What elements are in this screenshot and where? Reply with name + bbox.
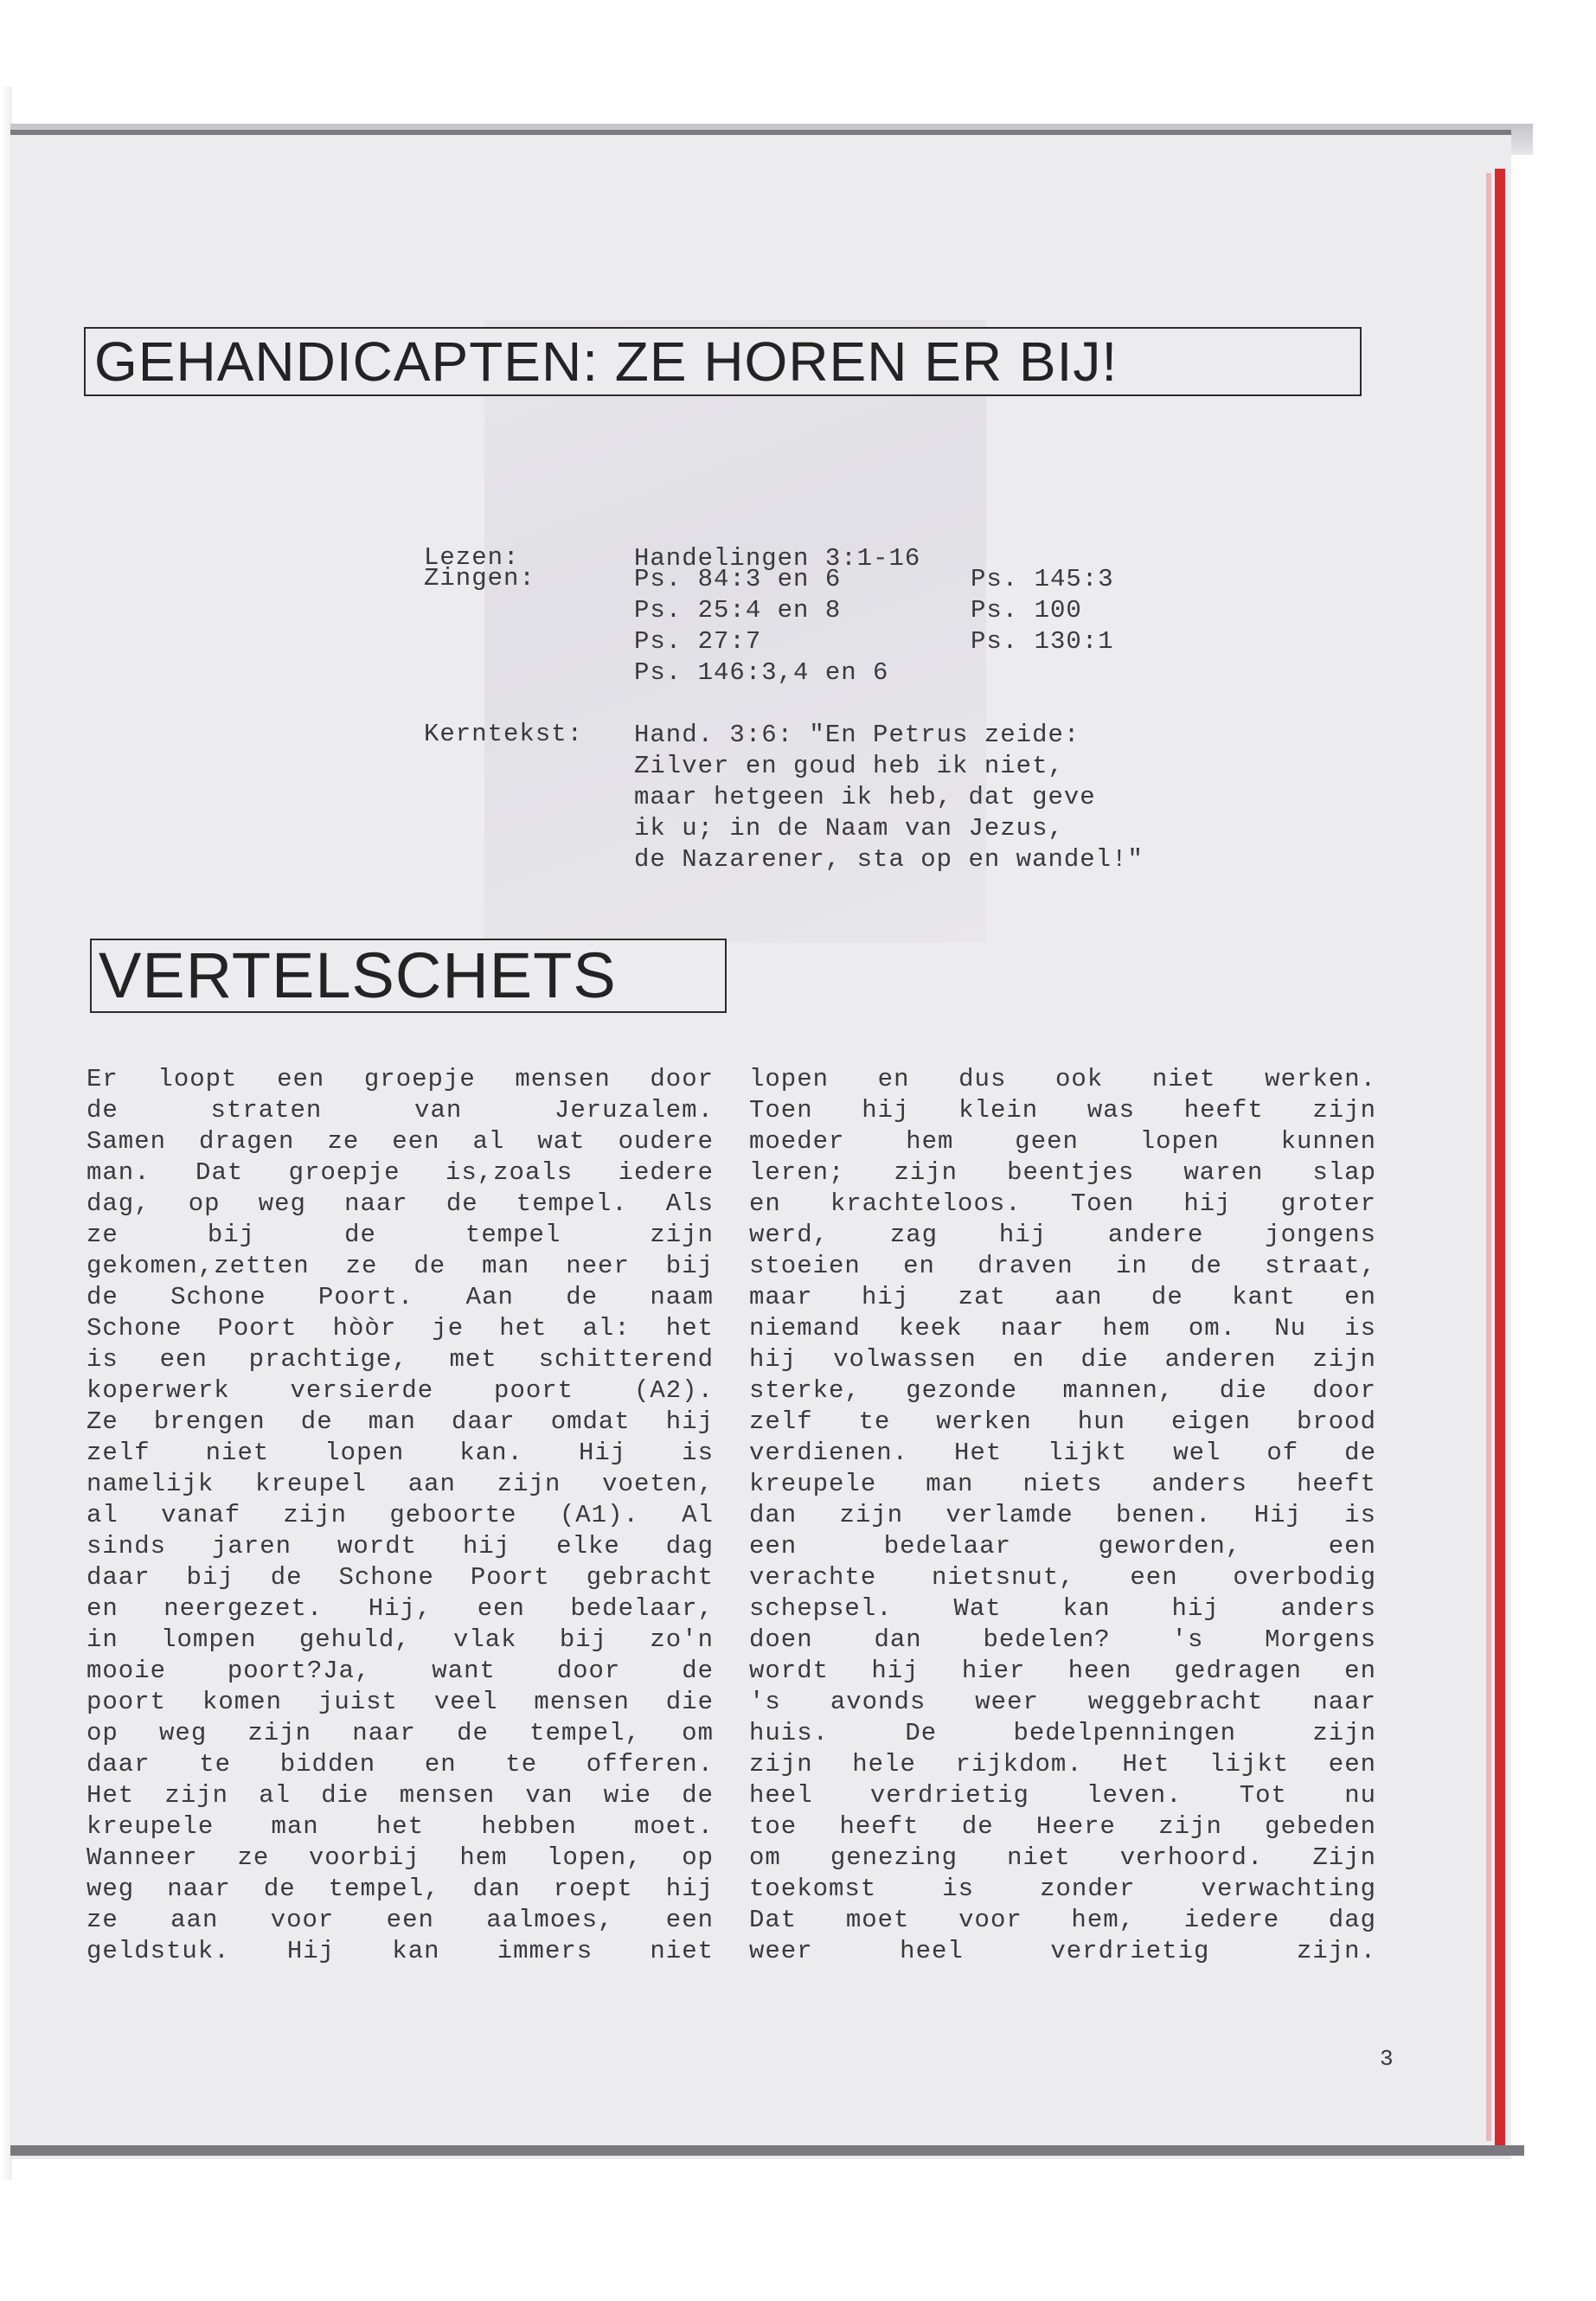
story-line: ze bij de tempel zijn <box>87 1221 714 1249</box>
red-binding-edge <box>1495 169 1505 2145</box>
kerntekst-line: de Nazarener, sta op en wandel!" <box>634 845 1144 874</box>
story-line: al vanaf zijn geboorte (A1). Al <box>87 1501 714 1529</box>
zingen-label: Zingen: <box>424 564 535 593</box>
story-line: Ze brengen de man daar omdat hij <box>87 1407 714 1436</box>
story-line: toekomst is zonder verwachting <box>749 1875 1376 1903</box>
page-title: GEHANDICAPTEN: ZE HOREN ER BIJ! <box>84 327 1362 396</box>
story-line: huis. De bedelpenningen zijn <box>749 1719 1376 1747</box>
story-line: de straten van Jeruzalem. <box>87 1096 714 1125</box>
story-line: Dat moet voor hem, iedere dag <box>749 1906 1376 1934</box>
story-line: poort komen juist veel mensen die <box>87 1688 714 1716</box>
story-line: de Schone Poort. Aan de naam <box>87 1283 714 1311</box>
story-line: op weg zijn naar de tempel, om <box>87 1719 714 1747</box>
story-line: verdienen. Het lijkt wel of de <box>749 1439 1376 1467</box>
story-line: zelf niet lopen kan. Hij is <box>87 1439 714 1467</box>
psalm-item: Ps. 145:3 <box>971 565 1114 593</box>
story-line: dan zijn verlamde benen. Hij is <box>749 1501 1376 1529</box>
story-line: om genezing niet verhoord. Zijn <box>749 1843 1376 1872</box>
story-line: doen dan bedelen? 's Morgens <box>749 1625 1376 1654</box>
story-line: moeder hem geen lopen kunnen <box>749 1127 1376 1156</box>
story-line: verachte nietsnut, een overbodig <box>749 1563 1376 1592</box>
kerntekst-quote <box>634 720 1144 875</box>
story-line: stoeien en draven in de straat, <box>749 1252 1376 1280</box>
story-line: wordt hij hier heen gedragen en <box>749 1657 1376 1685</box>
story-column-right <box>749 1064 1376 1967</box>
kerntekst-label: Kerntekst: <box>424 720 584 748</box>
psalm-item: Ps. 84:3 en 6 <box>634 565 842 593</box>
story-line: leren; zijn beentjes waren slap <box>749 1158 1376 1187</box>
story-line: mooie poort?Ja, want door de <box>87 1657 714 1685</box>
story-line: sterke, gezonde mannen, die door <box>749 1376 1376 1405</box>
story-line: werd, zag hij andere jongens <box>749 1221 1376 1249</box>
psalm-item: Ps. 130:1 <box>971 627 1114 656</box>
story-line: koperwerk versierde poort (A2). <box>87 1376 714 1405</box>
story-line: en krachteloos. Toen hij groter <box>749 1189 1376 1218</box>
kerntekst-line: ik u; in de Naam van Jezus, <box>634 814 1064 843</box>
story-line: Wanneer ze voorbij hem lopen, op <box>87 1843 714 1872</box>
kerntekst-line: Hand. 3:6: "En Petrus zeide: <box>634 721 1080 749</box>
story-line: 's avonds weer weggebracht naar <box>749 1688 1376 1716</box>
lezen-label: Lezen: <box>424 543 520 572</box>
story-line: daar bij de Schone Poort gebracht <box>87 1563 714 1592</box>
story-line: dag, op weg naar de tempel. Als <box>87 1189 714 1218</box>
psalm-item: Ps. 27:7 <box>634 627 762 656</box>
story-line: man. Dat groepje is,zoals iedere <box>87 1158 714 1187</box>
story-line: ze aan voor een aalmoes, een <box>87 1906 714 1934</box>
story-line: schepsel. Wat kan hij anders <box>749 1594 1376 1623</box>
page-number: 3 <box>1380 2046 1394 2072</box>
story-line: Er loopt een groepje mensen door <box>87 1065 714 1093</box>
story-line: Samen dragen ze een al wat oudere <box>87 1127 714 1156</box>
story-line: kreupele man niets anders heeft <box>749 1470 1376 1498</box>
story-line: heel verdrietig leven. Tot nu <box>749 1781 1376 1810</box>
story-line: in lompen gehuld, vlak bij zo'n <box>87 1625 714 1654</box>
story-line: namelijk kreupel aan zijn voeten, <box>87 1470 714 1498</box>
story-line: kreupele man het hebben moet. <box>87 1812 714 1841</box>
story-line: gekomen,zetten ze de man neer bij <box>87 1252 714 1280</box>
story-line: daar te bidden en te offeren. <box>87 1750 714 1779</box>
story-line: niemand keek naar hem om. Nu is <box>749 1314 1376 1343</box>
story-line: toe heeft de Heere zijn gebeden <box>749 1812 1376 1841</box>
kerntekst-line: maar hetgeen ik heb, dat geve <box>634 783 1096 811</box>
psalm-item: Ps. 146:3,4 en 6 <box>634 658 889 687</box>
bottom-page-edge <box>10 2145 1524 2156</box>
story-line: Toen hij klein was heeft zijn <box>749 1096 1376 1125</box>
story-line: geldstuk. Hij kan immers niet <box>87 1937 714 1965</box>
story-line: zelf te werken hun eigen brood <box>749 1407 1376 1436</box>
story-line: weer heel verdrietig zijn. <box>749 1937 1376 1965</box>
story-line: sinds jaren wordt hij elke dag <box>87 1532 714 1561</box>
zingen-list-right <box>971 564 1114 657</box>
psalm-item: Ps. 100 <box>971 596 1082 625</box>
story-line: is een prachtige, met schitterend <box>87 1345 714 1374</box>
story-line: Het zijn al die mensen van wie de <box>87 1781 714 1810</box>
story-line: maar hij zat aan de kant en <box>749 1283 1376 1311</box>
story-line: zijn hele rijkdom. Het lijkt een <box>749 1750 1376 1779</box>
story-line: weg naar de tempel, dan roept hij <box>87 1875 714 1903</box>
red-edge-highlight <box>1486 173 1491 2141</box>
kerntekst-line: Zilver en goud heb ik niet, <box>634 752 1064 780</box>
story-line: hij volwassen en die anderen zijn <box>749 1345 1376 1374</box>
zingen-list-left <box>634 564 888 689</box>
story-line: lopen en dus ook niet werken. <box>749 1065 1376 1093</box>
lezen-value: Handelingen 3:1-16 <box>634 544 921 573</box>
story-line: een bedelaar geworden, een <box>749 1532 1376 1561</box>
section-title: VERTELSCHETS <box>90 939 727 1013</box>
story-column-left <box>87 1064 714 1967</box>
story-line: en neergezet. Hij, een bedelaar, <box>87 1594 714 1623</box>
story-line: Schone Poort hòòr je het al: het <box>87 1314 714 1343</box>
psalm-item: Ps. 25:4 en 8 <box>634 596 842 625</box>
